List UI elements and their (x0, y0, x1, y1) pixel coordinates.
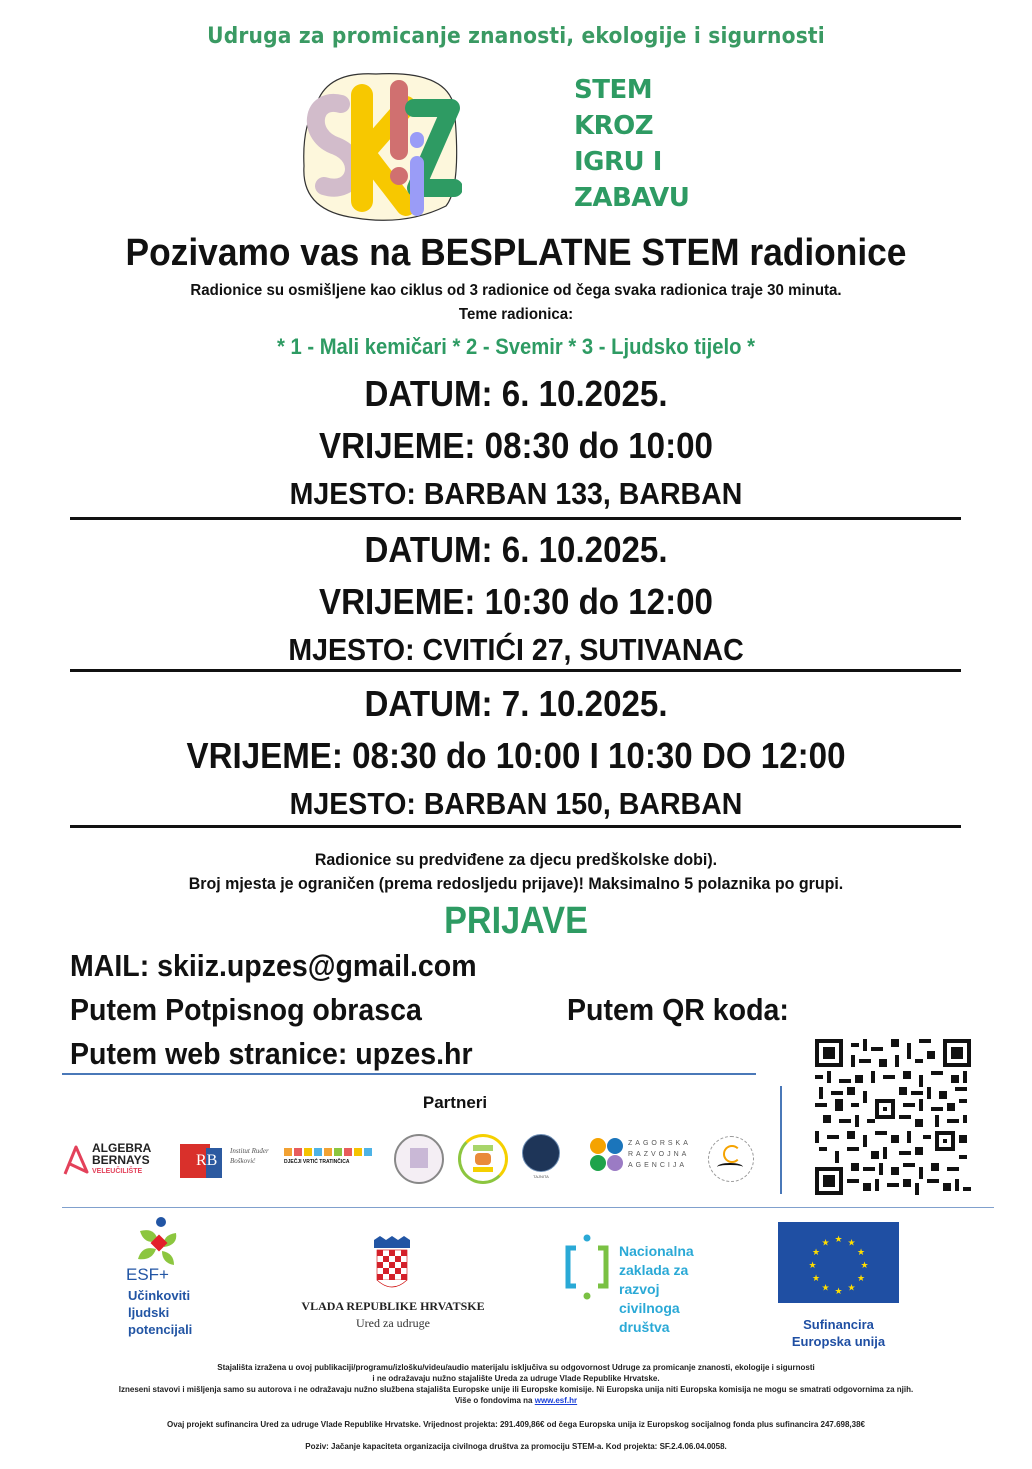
disclaimer-prefix: Više o fondovima na (454, 1396, 535, 1405)
event-time: VRIJEME: 08:30 do 10:00 (319, 425, 713, 466)
partners-heading: Partneri (422, 1093, 488, 1112)
svg-text:★: ★ (821, 1283, 830, 1294)
event-block (41, 524, 990, 672)
eu-line: Europska unija (791, 1334, 886, 1349)
event-block (41, 678, 990, 826)
svg-text:★: ★ (821, 1238, 830, 1249)
esf-brand-text: ESF+ (126, 1265, 169, 1284)
partner-logo-zra (590, 1138, 700, 1178)
organization-name: Udruga za promicanje znanosti, ekologije i sigurnosti (207, 24, 825, 49)
disclaimer-line: Stajališta izražena u ovoj publikaciji/programu/izlošku/videu/audio materijalu isključiva su odgovornost Udruge za promicanje znanosti, ekologije i sigurnosti (217, 1363, 815, 1372)
partner-line: RAZVOJNA (628, 1151, 690, 1158)
topics-list: * 1 - Mali kemičari * 2 - Svemir * 3 - Ljudsko tijelo * (276, 334, 756, 359)
gov-subtitle: Ured za udruge (356, 1316, 430, 1330)
slogan (574, 72, 689, 216)
event-place: MJESTO: CVITIĆI 27, SUTIVANAC (288, 632, 744, 667)
note-line: Broj mjesta je ograničen (prema redosljedu prijave)! Maksimalno 5 polaznika po grupi. (188, 874, 844, 893)
partner-logo-gymnasium (708, 1136, 754, 1182)
registration-heading: PRIJAVE (444, 900, 588, 942)
event-date: DATUM: 6. 10.2025. (364, 529, 668, 570)
partner-logo-tratincica (284, 1148, 376, 1178)
esf-line: ljudski (128, 1305, 170, 1320)
partner-sub: DJEČJI VRTIĆ TRATINČICA (284, 1159, 350, 1165)
slogan-line: STEM (574, 75, 653, 105)
partner-logos (60, 1132, 760, 1192)
svg-text:★: ★ (856, 1274, 866, 1284)
intro-description: Radionice su osmišljene kao ciklus od 3 radionice od čega svaka radionica traje 30 minuta. (190, 282, 842, 299)
svg-text:★: ★ (834, 1235, 843, 1245)
svg-text:★: ★ (860, 1261, 869, 1271)
esf-brand (126, 1265, 169, 1285)
funder-government (288, 1236, 498, 1336)
event-date: DATUM: 7. 10.2025. (364, 683, 668, 724)
nzrcd-line: razvoj (619, 1281, 660, 1297)
partner-name: RB (196, 1152, 218, 1169)
disclaimer-line: Izneseni stavovi i mišljenja samo su autorova i ne odražavaju nužno službena stajališta Europske unije ili Europske komisije. Ni Europska unija niti Europska komisija ne mogu se smatrati odgovornima za njih. (118, 1385, 914, 1394)
eu-flag-icon (778, 1222, 899, 1303)
partner-sub: Institut Ruđer Bošković (230, 1147, 269, 1165)
disclaimer (0, 1362, 1032, 1406)
partner-logo-seal (394, 1134, 444, 1184)
esf-link[interactable]: www.esf.hr (534, 1396, 578, 1405)
partner-line: AGENCIJA (628, 1162, 688, 1169)
divider (70, 517, 961, 520)
disclaimer-line (0, 1395, 1032, 1406)
event-place: MJESTO: BARBAN 150, BARBAN (289, 786, 743, 821)
svg-text:★: ★ (808, 1261, 817, 1271)
divider (70, 825, 961, 828)
disclaimer-line: i ne odražavaju nužno stajalište Ureda za udruge Vlade Republike Hrvatske. (372, 1374, 660, 1383)
nzrcd-line: civilnoga (619, 1300, 680, 1316)
divider (62, 1207, 994, 1208)
note-line: Radionice su predviđene za djecu predškolske dobi). (314, 850, 718, 869)
svg-text:★: ★ (847, 1283, 856, 1294)
partner-line: ZAGORSKA (628, 1140, 691, 1147)
svg-text:★: ★ (856, 1248, 866, 1258)
event-date: DATUM: 6. 10.2025. (364, 373, 668, 414)
project-call-note: Poziv: Jačanje kapaciteta organizacija civilnoga društva za promociju STEM-a. Kod projekta: SF.2.4.06.04.0058. (305, 1442, 727, 1451)
svg-text:★: ★ (811, 1248, 821, 1258)
esf-line: Učinkoviti (128, 1288, 191, 1303)
nzrcd-line: društva (619, 1319, 670, 1335)
divider (70, 669, 961, 672)
registration-mail[interactable]: MAIL: skiiz.upzes@gmail.com (70, 948, 477, 983)
esf-line: potencijali (128, 1322, 193, 1337)
bracket-logo-icon (562, 1234, 612, 1304)
partner-logo-crest (522, 1134, 560, 1180)
page-title: Pozivamo vas na BESPLATNE STEM radionice (125, 232, 907, 274)
partner-sub: TAJNITA (533, 1174, 549, 1179)
funder-nzrcd (562, 1234, 712, 1344)
svg-text:★: ★ (811, 1274, 821, 1284)
qr-label: Putem QR koda: (567, 992, 789, 1027)
project-funding-note: Ovaj projekt sufinancira Ured za udruge Vlade Republike Hrvatske. Vrijednost projekta: 291.409,86€ od čega Europska unija iz Europskog socijalnog fonda plus sufinancira 247.698,38€ (166, 1420, 865, 1429)
nzrcd-line: zaklada za (619, 1262, 689, 1278)
nzrcd-line: Nacionalna (619, 1243, 694, 1259)
partner-logo-irb (180, 1144, 290, 1180)
slogan-line: ZABAVU (574, 183, 690, 213)
eu-line: Sufinancira (803, 1317, 874, 1332)
event-time: VRIJEME: 08:30 do 10:00 I 10:30 DO 12:00 (186, 735, 846, 776)
partner-sub: VELEUČILIŠTE (92, 1168, 143, 1175)
skiz-logo (296, 66, 462, 226)
partner-logo-kindergarten (458, 1134, 508, 1184)
slogan-line: KROZ (574, 111, 654, 141)
registration-web[interactable]: Putem web stranice: upzes.hr (70, 1036, 473, 1071)
qr-code[interactable] (815, 1038, 971, 1196)
registration-form: Putem Potpisnog obrasca (70, 992, 422, 1027)
gov-title: VLADA REPUBLIKE HRVATSKE (301, 1299, 485, 1313)
funder-esf (122, 1215, 232, 1347)
funder-eu (778, 1222, 900, 1352)
event-time: VRIJEME: 10:30 do 12:00 (319, 581, 713, 622)
topics-label: Teme radionica: (458, 306, 574, 323)
event-place: MJESTO: BARBAN 133, BARBAN (289, 476, 743, 511)
croatian-coat-of-arms-icon (372, 1236, 412, 1294)
partner-name: ALGEBRA BERNAYS (92, 1141, 151, 1167)
event-block (41, 368, 990, 516)
svg-text:★: ★ (847, 1238, 856, 1249)
partner-logo-algebra (62, 1142, 172, 1182)
slogan-line: IGRU I (574, 147, 662, 177)
svg-text:★: ★ (834, 1287, 843, 1297)
divider (62, 1073, 756, 1075)
notes (31, 848, 1001, 896)
